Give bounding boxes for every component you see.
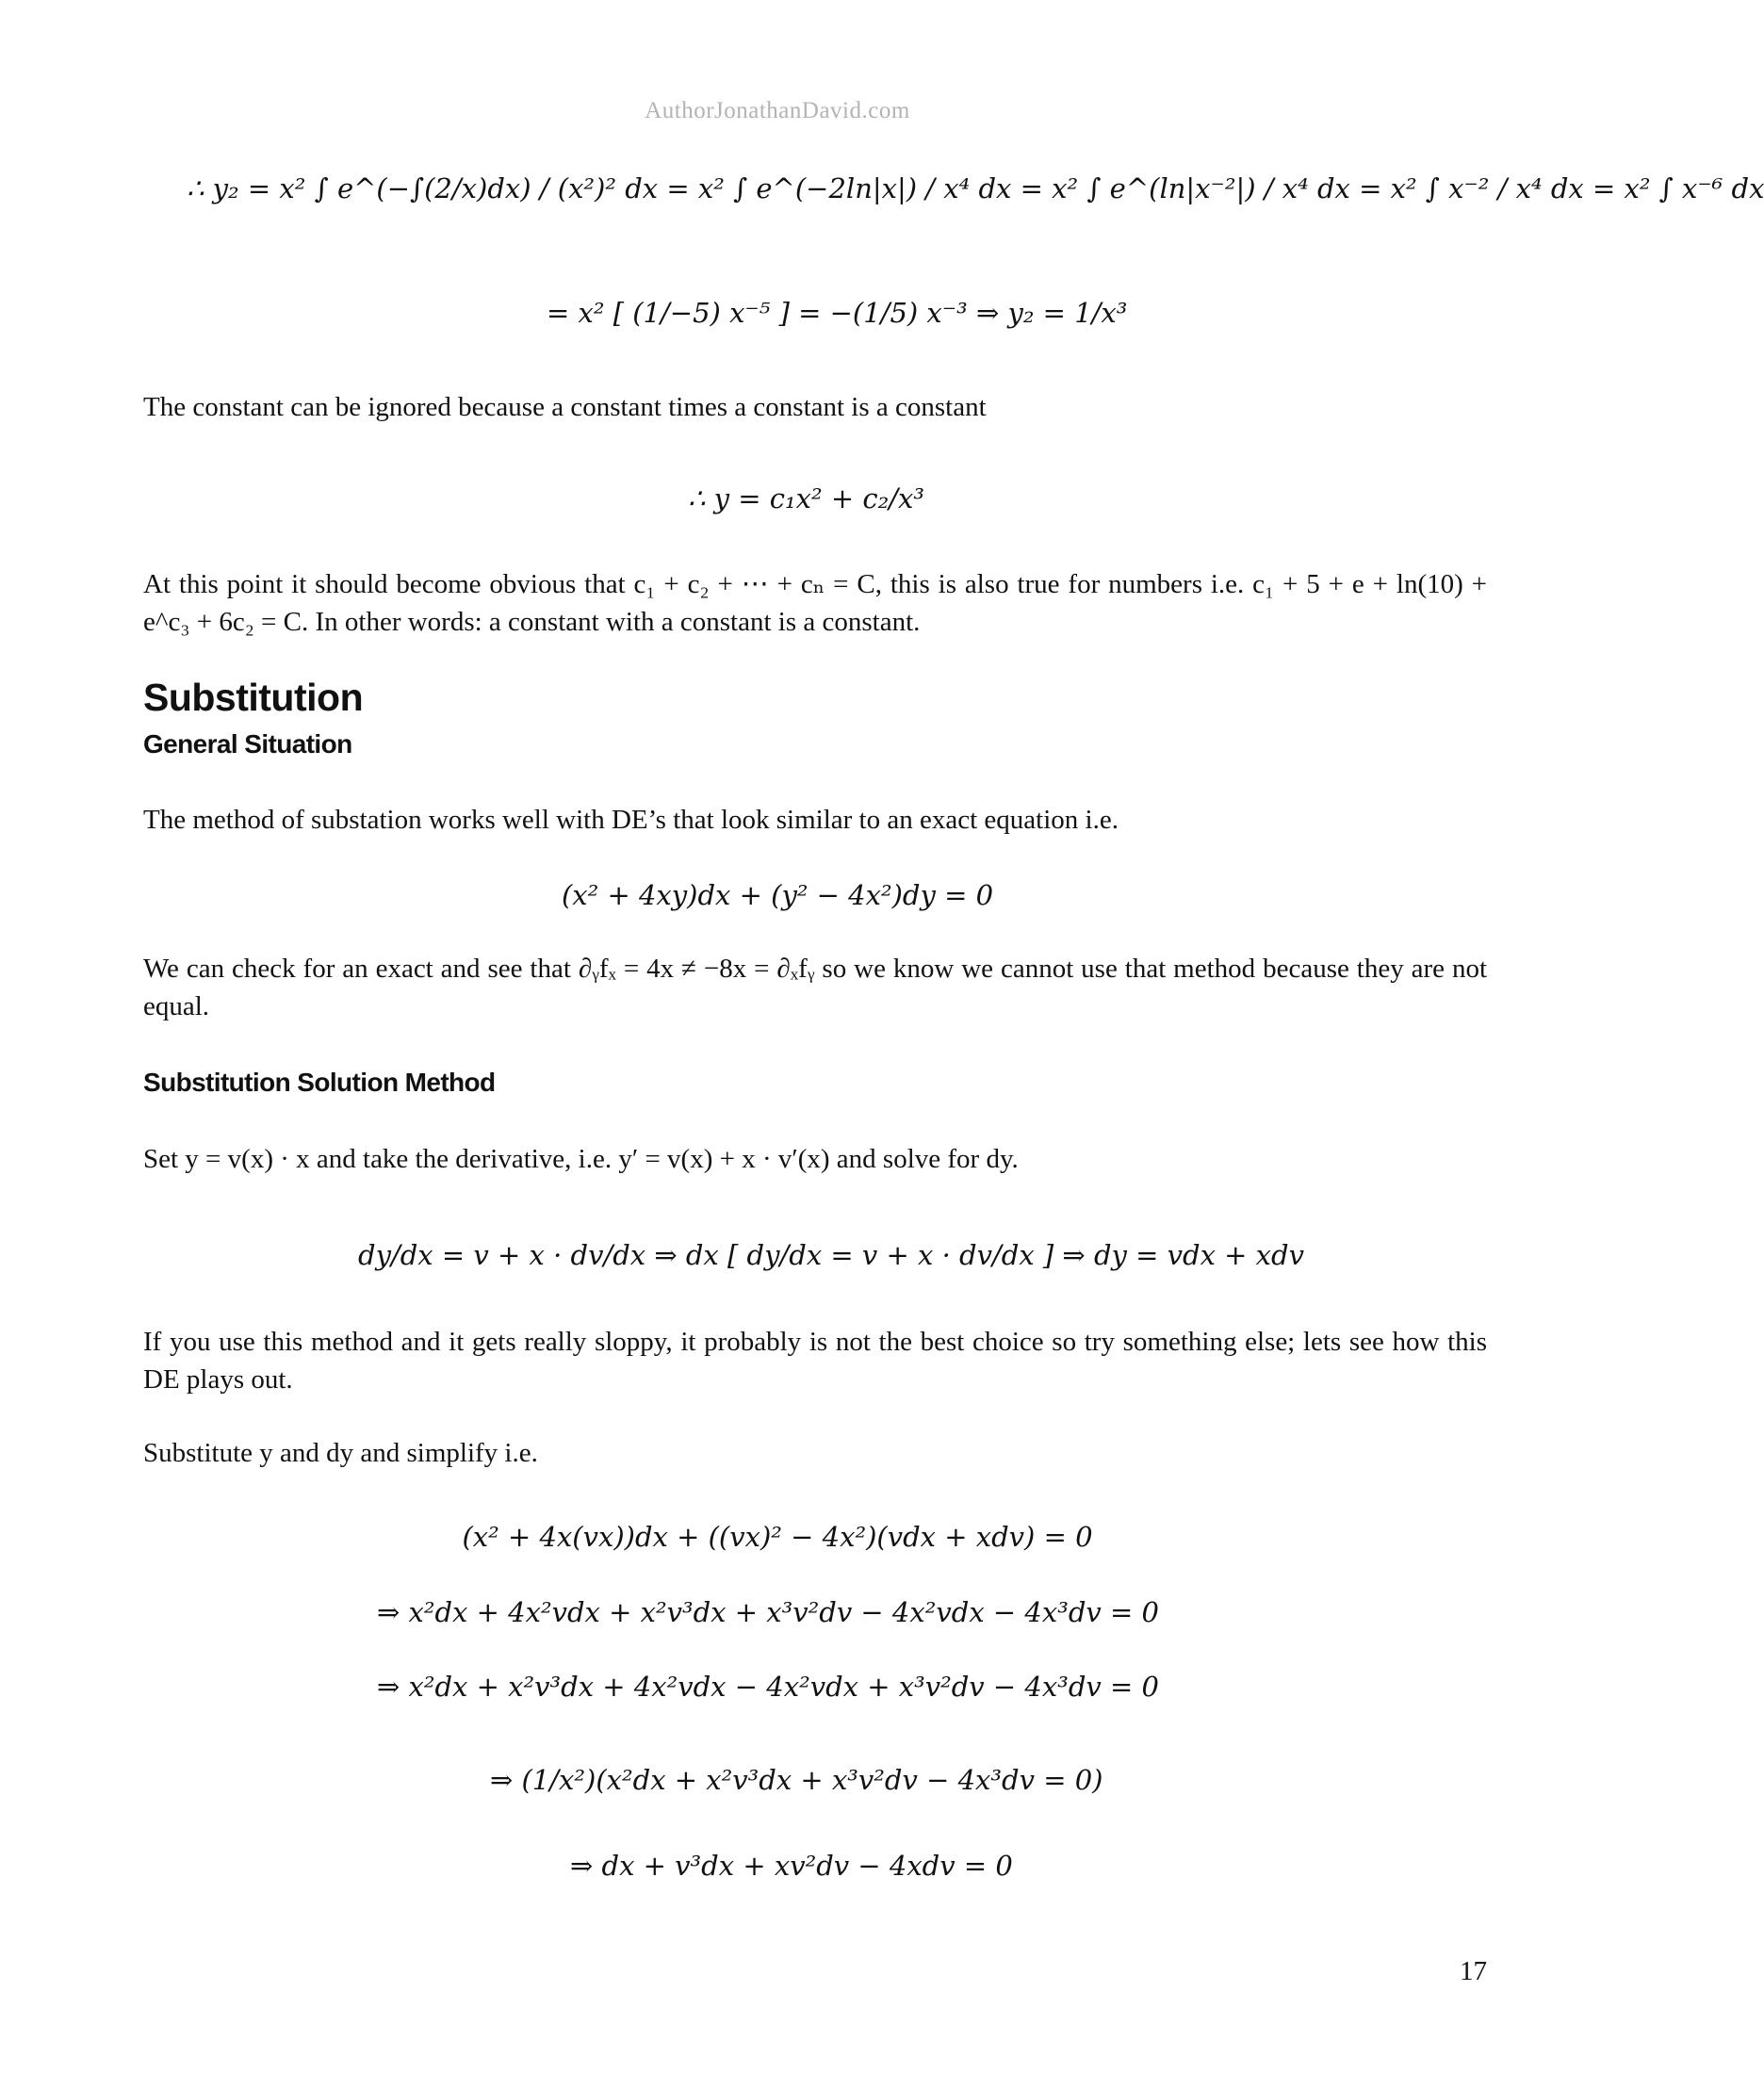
equation-expanded: ⇒ x²dx + 4x²vdx + x²v³dx + x³v²dv − 4x²vdx − 4x³dv = 0 bbox=[377, 1596, 1159, 1628]
site-header: AuthorJonathanDavid.com bbox=[645, 98, 910, 123]
equation-substituted: (x² + 4x(vx))dx + ((vx)² − 4x²)(vdx + xdv) = 0 bbox=[462, 1521, 1093, 1553]
equation-y2-integral: ∴ y₂ = x² ∫ e^(−∫(2/x)dx) / (x²)² dx = x² ∫ e^(−2ln|x|) / x⁴ dx = x² ∫ e^(ln|x⁻²|) / x⁴ dx = x² ∫ x⁻² / x⁴ dx = x² ∫ x⁻⁶ dx bbox=[187, 172, 1764, 204]
equation-general-solution: ∴ y = c₁x² + c₂/x³ bbox=[688, 482, 924, 514]
heading-general-situation: General Situation bbox=[143, 729, 352, 759]
paragraph-method-intro: The method of substation works well with DE’s that look similar to an exact equation i.e. bbox=[143, 805, 1119, 835]
paragraph-set-y: Set y = v(x) · x and take the derivative, i.e. y′ = v(x) + x · v′(x) and solve for dy. bbox=[143, 1144, 1019, 1174]
page-number: 17 bbox=[1460, 1956, 1487, 1986]
heading-solution-method: Substitution Solution Method bbox=[143, 1068, 496, 1097]
equation-divided: ⇒ (1/x²)(x²dx + x²v³dx + x³v²dv − 4x³dv = 0) bbox=[490, 1764, 1103, 1796]
paragraph-constant-ignored: The constant can be ignored because a constant times a constant is a constant bbox=[143, 392, 987, 422]
heading-substitution: Substitution bbox=[143, 676, 364, 719]
paragraph-constants: At this point it should become obvious that c₁ + c₂ + ⋯ + cₙ = C, this is also true for numbers i.e. c₁ + 5 + e + ln(10) + e^c₃ + 6c₂ = C. In other words: a constant with a constant is a constant. bbox=[143, 569, 1487, 637]
equation-derivative: dy/dx = v + x · dv/dx ⇒ dx [ dy/dx = v + x · dv/dx ] ⇒ dy = vdx + xdv bbox=[358, 1239, 1304, 1271]
equation-y2-result: = x² [ (1/−5) x⁻⁵ ] = −(1/5) x⁻³ ⇒ y₂ = 1/x³ bbox=[547, 297, 1128, 329]
paragraph-exact-check: We can check for an exact and see that ∂ᵧfₓ = 4x ≠ −8x = ∂ₓfᵧ so we know we cannot use that method because they are not equal. bbox=[143, 954, 1487, 1021]
equation-simplified: ⇒ dx + v³dx + xv²dv − 4xdv = 0 bbox=[570, 1850, 1013, 1882]
equation-reordered: ⇒ x²dx + x²v³dx + 4x²vdx − 4x²vdx + x³v²dv − 4x³dv = 0 bbox=[377, 1671, 1159, 1703]
equation-de: (x² + 4xy)dx + (y² − 4x²)dy = 0 bbox=[561, 879, 994, 911]
paragraph-sloppy: If you use this method and it gets really sloppy, it probably is not the best choice so try something else; lets see how this DE plays out. bbox=[143, 1327, 1487, 1395]
paragraph-substitute: Substitute y and dy and simplify i.e. bbox=[143, 1438, 538, 1468]
